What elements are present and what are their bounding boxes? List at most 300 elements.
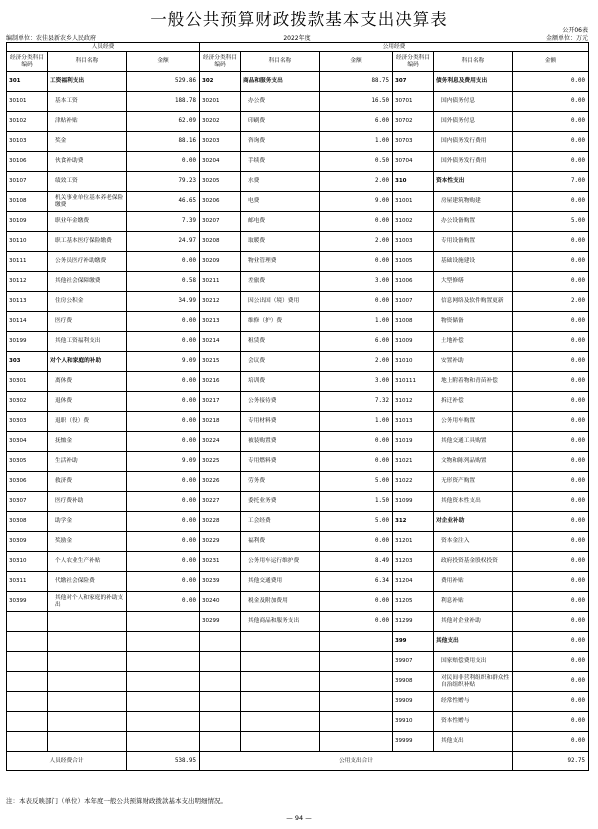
cell-name: 工会经费 xyxy=(241,512,320,532)
table-row xyxy=(7,612,589,632)
cell-name: 无形资产购置 xyxy=(434,472,513,492)
cell-code: 30215 xyxy=(200,352,241,372)
cell-name: 信息网络及软件购置更新 xyxy=(434,292,513,312)
cell-name: 差旅费 xyxy=(241,272,320,292)
cell-name: 抚恤金 xyxy=(48,432,127,452)
cell-amount: 0.00 xyxy=(320,612,393,632)
cell-code: 39907 xyxy=(393,652,434,672)
cell-amount xyxy=(127,652,200,672)
cell-amount: 5.00 xyxy=(320,512,393,532)
cell-code xyxy=(200,712,241,732)
cell-amount: 1.00 xyxy=(320,412,393,432)
cell-amount: 0.00 xyxy=(513,432,589,452)
col-header-amount: 金额 xyxy=(513,52,589,72)
cell-amount xyxy=(320,652,393,672)
cell-name: 对企业补助 xyxy=(434,512,513,532)
cell-code: 31008 xyxy=(393,312,434,332)
table-row xyxy=(7,232,589,252)
cell-amount: 3.00 xyxy=(320,272,393,292)
cell-code: 30203 xyxy=(200,132,241,152)
cell-amount: 1.00 xyxy=(320,132,393,152)
cell-code: 31001 xyxy=(393,192,434,212)
cell-code: 30109 xyxy=(7,212,48,232)
table-row xyxy=(7,432,589,452)
cell-name: 利息补贴 xyxy=(434,592,513,612)
cell-amount: 0.00 xyxy=(320,592,393,612)
cell-amount: 0.00 xyxy=(127,532,200,552)
cell-amount: 79.23 xyxy=(127,172,200,192)
cell-code: 30201 xyxy=(200,92,241,112)
cell-amount xyxy=(320,712,393,732)
cell-name: 资本性支出 xyxy=(434,172,513,192)
cell-amount: 0.00 xyxy=(320,432,393,452)
cell-amount: 2.00 xyxy=(320,172,393,192)
cell-code: 30229 xyxy=(200,532,241,552)
cell-amount: 0.00 xyxy=(513,732,589,752)
cell-name xyxy=(241,632,320,652)
cell-code: 30228 xyxy=(200,512,241,532)
cell-name: 福利费 xyxy=(241,532,320,552)
cell-name: 税金及附加费用 xyxy=(241,592,320,612)
cell-name: 物资储备 xyxy=(434,312,513,332)
cell-name: 绩效工资 xyxy=(48,172,127,192)
cell-code: 30205 xyxy=(200,172,241,192)
cell-amount: 0.00 xyxy=(513,252,589,272)
cell-code: 30231 xyxy=(200,552,241,572)
cell-code: 30217 xyxy=(200,392,241,412)
cell-code: 30212 xyxy=(200,292,241,312)
cell-amount xyxy=(127,712,200,732)
cell-code: 30239 xyxy=(200,572,241,592)
cell-name: 公务员医疗补助缴费 xyxy=(48,252,127,272)
table-row xyxy=(7,452,589,472)
cell-amount: 0.58 xyxy=(127,272,200,292)
cell-name: 退职（役）费 xyxy=(48,412,127,432)
cell-name: 其他支出 xyxy=(434,732,513,752)
cell-code: 30107 xyxy=(7,172,48,192)
cell-code xyxy=(7,652,48,672)
table-row xyxy=(7,692,589,712)
cell-amount xyxy=(320,692,393,712)
cell-name: 离休费 xyxy=(48,372,127,392)
cell-name: 水费 xyxy=(241,172,320,192)
cell-code: 30309 xyxy=(7,532,48,552)
table-row xyxy=(7,552,589,572)
cell-amount: 0.00 xyxy=(513,92,589,112)
cell-name xyxy=(241,692,320,712)
cell-name: 对个人和家庭的补助 xyxy=(48,352,127,372)
cell-name: 咨询费 xyxy=(241,132,320,152)
cell-name xyxy=(241,652,320,672)
cell-amount: 9.09 xyxy=(127,352,200,372)
cell-code: 312 xyxy=(393,512,434,532)
cell-amount: 0.00 xyxy=(320,452,393,472)
cell-name xyxy=(241,732,320,752)
cell-amount: 1.00 xyxy=(320,312,393,332)
cell-name xyxy=(48,692,127,712)
cell-code: 310111 xyxy=(393,372,434,392)
cell-amount: 7.32 xyxy=(320,392,393,412)
table-row xyxy=(7,332,589,352)
cell-code: 30703 xyxy=(393,132,434,152)
table-row xyxy=(7,112,589,132)
cell-name: 其他支出 xyxy=(434,632,513,652)
cell-amount: 0.00 xyxy=(513,272,589,292)
cell-name: 办公费 xyxy=(241,92,320,112)
cell-amount: 0.00 xyxy=(513,72,589,92)
col-header-code: 经济分类科目编码 xyxy=(200,52,241,72)
cell-code xyxy=(200,672,241,692)
cell-code: 31005 xyxy=(393,252,434,272)
cell-name: 其他交通工具购置 xyxy=(434,432,513,452)
cell-code: 30114 xyxy=(7,312,48,332)
cell-name: 公务接待费 xyxy=(241,392,320,412)
personnel-header: 人员经费 xyxy=(7,43,200,52)
cell-code: 30213 xyxy=(200,312,241,332)
cell-amount: 0.00 xyxy=(513,352,589,372)
cell-amount: 0.00 xyxy=(513,552,589,572)
table-row xyxy=(7,292,589,312)
cell-code: 30110 xyxy=(7,232,48,252)
cell-code: 31013 xyxy=(393,412,434,432)
personnel-total-label: 人员经费合计 xyxy=(7,752,127,771)
cell-name: 奖金 xyxy=(48,132,127,152)
cell-code: 30216 xyxy=(200,372,241,392)
report-title: 一般公共预算财政拨款基本支出决算表 xyxy=(150,10,448,29)
cell-code: 31022 xyxy=(393,472,434,492)
cell-amount: 0.00 xyxy=(513,592,589,612)
cell-name: 专用燃料费 xyxy=(241,452,320,472)
cell-code: 31012 xyxy=(393,392,434,412)
cell-code: 31003 xyxy=(393,232,434,252)
cell-amount: 0.00 xyxy=(127,492,200,512)
cell-name xyxy=(48,612,127,632)
table-row xyxy=(7,152,589,172)
cell-name: 邮电费 xyxy=(241,212,320,232)
cell-amount: 5.00 xyxy=(513,212,589,232)
cell-code: 30206 xyxy=(200,192,241,212)
table-row xyxy=(7,192,589,212)
cell-name: 对民间非营利组织和群众性自治组织补贴 xyxy=(434,672,513,692)
cell-amount: 0.00 xyxy=(513,612,589,632)
cell-name: 国内债务付息 xyxy=(434,92,513,112)
cell-amount: 0.00 xyxy=(513,672,589,692)
cell-amount: 0.00 xyxy=(513,152,589,172)
cell-name: 职业年金缴费 xyxy=(48,212,127,232)
cell-code: 30225 xyxy=(200,452,241,472)
cell-code: 30704 xyxy=(393,152,434,172)
cell-name: 物业管理费 xyxy=(241,252,320,272)
table-row xyxy=(7,312,589,332)
cell-code: 30207 xyxy=(200,212,241,232)
col-header-code: 经济分类科目编码 xyxy=(393,52,434,72)
cell-code: 31203 xyxy=(393,552,434,572)
table-row xyxy=(7,172,589,192)
expenditure-table xyxy=(6,42,589,771)
cell-name: 其他交通费用 xyxy=(241,572,320,592)
cell-name: 商品和服务支出 xyxy=(241,72,320,92)
cell-amount xyxy=(127,612,200,632)
cell-code: 31010 xyxy=(393,352,434,372)
cell-name: 伙食补助费 xyxy=(48,152,127,172)
cell-code: 307 xyxy=(393,72,434,92)
table-row xyxy=(7,512,589,532)
cell-code: 30202 xyxy=(200,112,241,132)
cell-code: 31019 xyxy=(393,432,434,452)
cell-amount: 0.00 xyxy=(320,252,393,272)
cell-name: 被装购置费 xyxy=(241,432,320,452)
cell-amount: 6.00 xyxy=(320,112,393,132)
cell-amount: 0.00 xyxy=(127,332,200,352)
cell-code xyxy=(7,612,48,632)
cell-amount xyxy=(127,672,200,692)
cell-code: 30702 xyxy=(393,112,434,132)
cell-amount xyxy=(320,632,393,652)
cell-code: 30204 xyxy=(200,152,241,172)
col-header-amount: 金额 xyxy=(127,52,200,72)
cell-amount: 6.00 xyxy=(320,332,393,352)
cell-code: 30308 xyxy=(7,512,48,532)
cell-code: 30303 xyxy=(7,412,48,432)
cell-code: 30240 xyxy=(200,592,241,612)
cell-code: 31204 xyxy=(393,572,434,592)
cell-name xyxy=(241,672,320,692)
cell-code: 30209 xyxy=(200,252,241,272)
table-row xyxy=(7,412,589,432)
cell-code: 30224 xyxy=(200,432,241,452)
cell-name: 机关事业单位基本养老保险缴费 xyxy=(48,192,127,212)
cell-code: 39908 xyxy=(393,672,434,692)
cell-name: 地上附着物和青苗补偿 xyxy=(434,372,513,392)
org-name: 编制单位：农佳县新农乡人民政府 xyxy=(6,35,97,42)
cell-amount xyxy=(127,692,200,712)
cell-name: 助学金 xyxy=(48,512,127,532)
cell-amount: 0.00 xyxy=(127,512,200,532)
cell-name xyxy=(48,732,127,752)
cell-code: 31201 xyxy=(393,532,434,552)
cell-amount: 1.50 xyxy=(320,492,393,512)
table-row xyxy=(7,732,589,752)
cell-code: 30307 xyxy=(7,492,48,512)
cell-amount: 188.78 xyxy=(127,92,200,112)
cell-code: 31002 xyxy=(393,212,434,232)
cell-code: 39909 xyxy=(393,692,434,712)
cell-amount: 9.00 xyxy=(320,192,393,212)
col-header-amount: 金额 xyxy=(320,52,393,72)
page-number: — 94 — xyxy=(286,814,312,822)
cell-amount: 0.00 xyxy=(513,632,589,652)
cell-code xyxy=(7,692,48,712)
cell-name: 印刷费 xyxy=(241,112,320,132)
cell-amount: 0.00 xyxy=(127,472,200,492)
cell-amount: 0.00 xyxy=(127,252,200,272)
cell-code xyxy=(200,692,241,712)
cell-amount: 5.00 xyxy=(320,472,393,492)
table-row xyxy=(7,532,589,552)
cell-name: 生活补助 xyxy=(48,452,127,472)
col-header-code: 经济分类科目编码 xyxy=(7,52,48,72)
table-row xyxy=(7,632,589,652)
cell-amount: 88.16 xyxy=(127,132,200,152)
cell-amount: 0.00 xyxy=(127,592,200,612)
cell-name: 工资福利支出 xyxy=(48,72,127,92)
totals-row xyxy=(7,752,589,771)
cell-name: 其他资本性支出 xyxy=(434,492,513,512)
cell-code: 39999 xyxy=(393,732,434,752)
cell-amount: 0.00 xyxy=(513,332,589,352)
cell-name xyxy=(48,652,127,672)
cell-code: 30299 xyxy=(200,612,241,632)
cell-amount: 0.00 xyxy=(127,412,200,432)
cell-amount: 0.00 xyxy=(127,392,200,412)
cell-code: 30211 xyxy=(200,272,241,292)
cell-code: 30106 xyxy=(7,152,48,172)
header-group-row xyxy=(7,43,589,52)
cell-amount: 0.00 xyxy=(513,472,589,492)
cell-name: 住房公积金 xyxy=(48,292,127,312)
cell-name: 大型修缮 xyxy=(434,272,513,292)
cell-amount: 62.09 xyxy=(127,112,200,132)
cell-amount: 7.00 xyxy=(513,172,589,192)
cell-amount: 6.34 xyxy=(320,572,393,592)
cell-code: 30208 xyxy=(200,232,241,252)
cell-name: 代缴社会保险费 xyxy=(48,572,127,592)
cell-code: 30101 xyxy=(7,92,48,112)
cell-amount: 0.00 xyxy=(513,232,589,252)
table-row xyxy=(7,212,589,232)
cell-amount: 0.00 xyxy=(320,212,393,232)
cell-amount: 0.00 xyxy=(513,132,589,152)
cell-name: 房屋建筑物购建 xyxy=(434,192,513,212)
cell-amount: 529.86 xyxy=(127,72,200,92)
cell-name: 国家赔偿费用支出 xyxy=(434,652,513,672)
cell-code xyxy=(7,672,48,692)
cell-amount: 0.00 xyxy=(513,572,589,592)
cell-code: 30305 xyxy=(7,452,48,472)
cell-name: 基础设施建设 xyxy=(434,252,513,272)
cell-name: 租赁费 xyxy=(241,332,320,352)
cell-amount: 0.00 xyxy=(513,112,589,132)
cell-code: 30399 xyxy=(7,592,48,612)
cell-name: 培训费 xyxy=(241,372,320,392)
personnel-total-value: 538.95 xyxy=(127,752,200,771)
cell-amount xyxy=(320,732,393,752)
cell-code: 30301 xyxy=(7,372,48,392)
cell-amount xyxy=(127,632,200,652)
cell-amount: 2.00 xyxy=(320,232,393,252)
cell-name: 其他商品和服务支出 xyxy=(241,612,320,632)
cell-amount xyxy=(320,672,393,692)
cell-name: 政府投资基金股权投资 xyxy=(434,552,513,572)
table-row xyxy=(7,672,589,692)
cell-code xyxy=(200,732,241,752)
col-header-name: 科目名称 xyxy=(434,52,513,72)
cell-name xyxy=(48,672,127,692)
cell-code: 30111 xyxy=(7,252,48,272)
cell-code: 30304 xyxy=(7,432,48,452)
cell-amount: 0.50 xyxy=(320,152,393,172)
cell-name: 委托业务费 xyxy=(241,492,320,512)
cell-code: 30311 xyxy=(7,572,48,592)
cell-name: 职工基本医疗保险缴费 xyxy=(48,232,127,252)
cell-code xyxy=(200,652,241,672)
cell-name: 会议费 xyxy=(241,352,320,372)
cell-name: 国内债务发行费用 xyxy=(434,132,513,152)
cell-amount: 24.97 xyxy=(127,232,200,252)
cell-code xyxy=(7,732,48,752)
cell-amount: 3.00 xyxy=(320,372,393,392)
table-row xyxy=(7,372,589,392)
cell-name: 公务用车运行维护费 xyxy=(241,552,320,572)
cell-amount: 88.75 xyxy=(320,72,393,92)
cell-name: 土地补偿 xyxy=(434,332,513,352)
cell-amount: 8.49 xyxy=(320,552,393,572)
cell-name: 公务用车购置 xyxy=(434,412,513,432)
table-row xyxy=(7,472,589,492)
cell-code: 30701 xyxy=(393,92,434,112)
cell-code: 31007 xyxy=(393,292,434,312)
cell-name: 办公设备购置 xyxy=(434,212,513,232)
cell-name: 安置补助 xyxy=(434,352,513,372)
cell-name: 维修（护）费 xyxy=(241,312,320,332)
cell-name: 国外债务付息 xyxy=(434,112,513,132)
cell-amount: 0.00 xyxy=(513,312,589,332)
table-row xyxy=(7,252,589,272)
cell-code: 31006 xyxy=(393,272,434,292)
cell-amount: 0.00 xyxy=(320,292,393,312)
cell-amount: 46.65 xyxy=(127,192,200,212)
cell-name: 退休费 xyxy=(48,392,127,412)
cell-amount: 0.00 xyxy=(513,392,589,412)
table-row xyxy=(7,92,589,112)
cell-code: 30310 xyxy=(7,552,48,572)
cell-amount: 0.00 xyxy=(513,372,589,392)
cell-amount: 0.00 xyxy=(320,532,393,552)
cell-name xyxy=(241,712,320,732)
cell-name: 国外债务发行费用 xyxy=(434,152,513,172)
cell-name: 个人农业生产补贴 xyxy=(48,552,127,572)
table-row xyxy=(7,272,589,292)
cell-amount: 2.00 xyxy=(320,352,393,372)
cell-code: 30218 xyxy=(200,412,241,432)
cell-amount: 16.50 xyxy=(320,92,393,112)
cell-amount xyxy=(127,732,200,752)
cell-name: 其他社会保障缴费 xyxy=(48,272,127,292)
cell-name: 其他对个人和家庭的补助支出 xyxy=(48,592,127,612)
cell-amount: 9.09 xyxy=(127,452,200,472)
cell-name: 奖励金 xyxy=(48,532,127,552)
cell-code: 310 xyxy=(393,172,434,192)
cell-code xyxy=(200,632,241,652)
cell-amount: 0.00 xyxy=(127,572,200,592)
cell-code: 31205 xyxy=(393,592,434,612)
cell-code: 302 xyxy=(200,72,241,92)
report-meta-row xyxy=(6,33,588,42)
cell-name: 因公出国（境）费用 xyxy=(241,292,320,312)
cell-name xyxy=(48,632,127,652)
cell-code: 303 xyxy=(7,352,48,372)
cell-amount: 0.00 xyxy=(513,412,589,432)
table-row xyxy=(7,592,589,612)
amount-unit: 金额单位：万元 xyxy=(545,35,588,42)
cell-amount: 0.00 xyxy=(513,512,589,532)
cell-code: 30226 xyxy=(200,472,241,492)
cell-name: 专用设备购置 xyxy=(434,232,513,252)
table-row xyxy=(7,352,589,372)
cell-code: 31021 xyxy=(393,452,434,472)
cell-code: 30214 xyxy=(200,332,241,352)
col-header-name: 科目名称 xyxy=(241,52,320,72)
